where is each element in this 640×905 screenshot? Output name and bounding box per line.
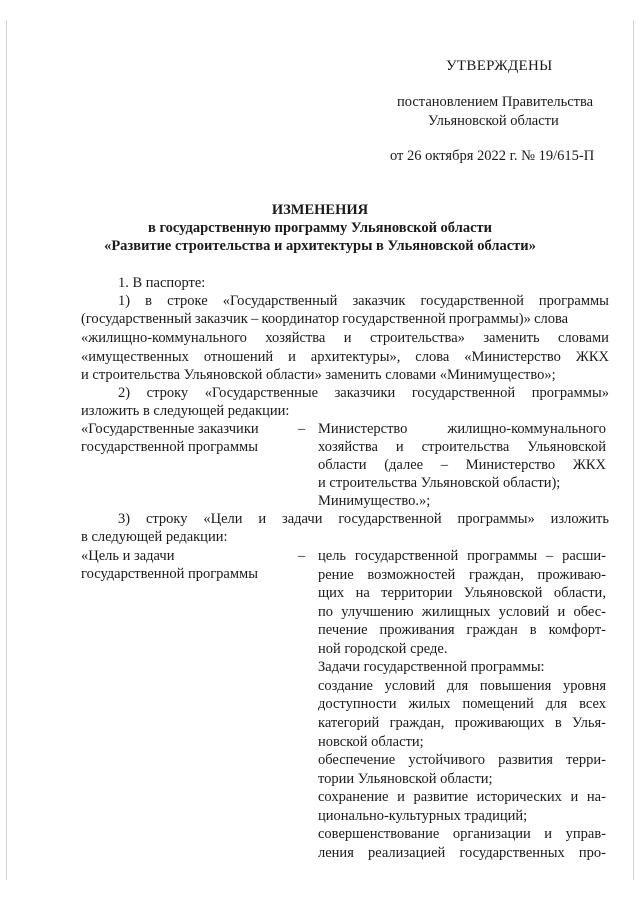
table2-right-line bbox=[318, 695, 606, 714]
word: – bbox=[440, 457, 449, 473]
table2-right-line bbox=[318, 677, 606, 696]
word: реализацией bbox=[368, 844, 446, 861]
table1-left-line-2: государственной программы bbox=[81, 439, 258, 455]
word: и bbox=[397, 789, 405, 806]
word: проживающих bbox=[454, 714, 545, 731]
word: улучшению bbox=[341, 603, 414, 620]
word: обес- bbox=[573, 603, 606, 620]
word: Министерство bbox=[318, 421, 408, 437]
word: на- bbox=[586, 789, 606, 806]
table1-dash: – bbox=[298, 421, 306, 437]
approval-line-2: Ульяновской области bbox=[428, 113, 559, 129]
table2-right-line bbox=[318, 825, 606, 844]
word: условий bbox=[384, 677, 436, 694]
word: устойчивого bbox=[408, 752, 486, 769]
word: «Государственные bbox=[204, 385, 319, 401]
word: всех bbox=[579, 696, 606, 713]
word: словами bbox=[557, 330, 609, 346]
word: обеспечение bbox=[318, 752, 396, 769]
word: управ- bbox=[565, 826, 606, 843]
table2-right-line bbox=[318, 566, 606, 585]
word: программы bbox=[467, 548, 538, 564]
para-3-line-2: изложить в следующей редакции: bbox=[81, 403, 290, 419]
word: «жилищно-коммунального bbox=[81, 330, 247, 346]
word: государственной bbox=[411, 385, 516, 401]
word: отношений bbox=[203, 349, 274, 365]
para-1: 1. В паспорте: bbox=[118, 275, 206, 291]
word: сохранение bbox=[318, 789, 389, 806]
word: Ульяновской bbox=[527, 439, 606, 455]
table1-right-line-1 bbox=[318, 420, 606, 439]
table2-right-line bbox=[318, 844, 606, 863]
table2-right-line bbox=[318, 584, 606, 603]
word: щих bbox=[318, 585, 345, 602]
word: задачи bbox=[282, 511, 323, 527]
word: заказчик bbox=[352, 293, 406, 309]
word: программы» bbox=[531, 385, 609, 401]
word: и bbox=[570, 789, 579, 806]
word: организации bbox=[452, 826, 531, 843]
word: хозяйства bbox=[318, 439, 378, 455]
para-3-line-1 bbox=[118, 384, 609, 403]
word: области bbox=[318, 457, 367, 473]
word: государственной bbox=[420, 293, 524, 309]
table1-right-line-5: Минимущество.»; bbox=[318, 493, 431, 509]
scan-edge-right bbox=[633, 20, 634, 880]
word: Министерство bbox=[465, 457, 556, 473]
para-2-line-3 bbox=[81, 329, 609, 348]
word: комфорт- bbox=[548, 622, 606, 639]
word: и bbox=[395, 439, 404, 455]
word: «имущественных bbox=[81, 349, 189, 365]
word: создание bbox=[318, 677, 373, 694]
para-2-line-4 bbox=[81, 348, 609, 367]
table2-right-line bbox=[318, 603, 606, 622]
word: жилищных bbox=[421, 603, 491, 620]
word: «Министерство bbox=[464, 349, 561, 365]
word: для bbox=[446, 677, 469, 694]
word: строку bbox=[146, 385, 189, 401]
table1-right-line-2 bbox=[318, 438, 606, 457]
word: строительства bbox=[421, 439, 510, 455]
word: (далее bbox=[384, 457, 424, 473]
table2-right-line bbox=[318, 621, 606, 640]
doc-subtitle-1: в государственную программу Ульяновской области bbox=[147, 220, 492, 236]
word: граждан bbox=[466, 622, 518, 639]
word: программы bbox=[538, 293, 609, 309]
word: государственной bbox=[354, 548, 459, 564]
word: ЖКХ bbox=[575, 349, 609, 365]
table2-right-line bbox=[318, 714, 606, 733]
word: 1) bbox=[118, 293, 131, 309]
approval-line-3: от 26 октября 2022 г. № 19/615-П bbox=[390, 148, 595, 164]
table2-right-line: ной городской среде. bbox=[318, 640, 448, 657]
word: слова bbox=[415, 349, 450, 365]
para-2-line-2: (государственный заказчик – координатор государственной программы)» слова bbox=[81, 311, 569, 327]
word: на bbox=[355, 585, 370, 602]
word: доступности bbox=[318, 696, 397, 713]
word: уровня bbox=[562, 677, 606, 694]
table2-left-line-1: «Цель и задачи bbox=[81, 548, 175, 564]
word: развитие bbox=[413, 789, 469, 806]
word: государственных bbox=[459, 844, 565, 861]
table2-right-line bbox=[318, 788, 606, 807]
word: территории bbox=[381, 585, 453, 602]
word: цель bbox=[318, 548, 347, 564]
word: условий bbox=[498, 603, 550, 620]
word: заказчики bbox=[334, 385, 396, 401]
table1-right-line-3 bbox=[318, 456, 606, 475]
word: «Государственный bbox=[222, 293, 338, 309]
word: Улья- bbox=[572, 714, 606, 731]
table1-right-line-4: и строительства Ульяновской области); bbox=[318, 475, 561, 491]
word: про- bbox=[578, 844, 606, 861]
scan-edge-left bbox=[6, 20, 7, 880]
word: совершенствование bbox=[318, 826, 440, 843]
word: строке bbox=[167, 293, 208, 309]
word: и bbox=[288, 349, 296, 365]
word: помещений bbox=[462, 696, 534, 713]
word: печение bbox=[318, 622, 368, 639]
word: граждан, bbox=[468, 566, 524, 583]
word: возможностей bbox=[367, 566, 456, 583]
approval-stamp: УТВЕРЖДЕНЫ bbox=[446, 58, 553, 74]
approval-line-1: постановлением Правительства bbox=[397, 94, 594, 110]
table2-right-line: Задачи государственной программы: bbox=[318, 659, 545, 676]
word: расши- bbox=[562, 548, 606, 564]
word: и bbox=[258, 511, 267, 527]
word: повышения bbox=[479, 677, 552, 694]
word: проживаю- bbox=[537, 566, 606, 583]
word: области, bbox=[553, 585, 606, 602]
word: 3) bbox=[118, 511, 131, 527]
word: проживания bbox=[379, 622, 455, 639]
word: жилых bbox=[408, 696, 451, 713]
word: ления bbox=[318, 844, 354, 861]
word: по bbox=[318, 603, 334, 620]
table2-dash: – bbox=[298, 548, 306, 564]
word: – bbox=[545, 548, 554, 564]
doc-title: ИЗМЕНЕНИЯ bbox=[271, 202, 369, 218]
word: терри- bbox=[566, 752, 606, 769]
word: граждан, bbox=[389, 714, 445, 731]
word: строку bbox=[145, 511, 188, 527]
word: государственной bbox=[338, 511, 442, 527]
word: ЖКХ bbox=[572, 457, 606, 473]
para-4-line-2: в следующей редакции: bbox=[81, 529, 228, 545]
para-2-line-5: и строительства Ульяновской области» заменить словами «Минимущество»; bbox=[81, 367, 556, 383]
word: хозяйства bbox=[265, 330, 326, 346]
word: и bbox=[544, 826, 553, 843]
word: развития bbox=[498, 752, 553, 769]
word: для bbox=[545, 696, 568, 713]
word: изложить bbox=[550, 511, 609, 527]
word: в bbox=[554, 714, 562, 731]
table2-right-line: новской области; bbox=[318, 733, 424, 750]
word: рение bbox=[318, 566, 354, 583]
table2-right-line bbox=[318, 547, 606, 566]
word: в bbox=[529, 622, 537, 639]
word: жилищно-коммунального bbox=[447, 421, 606, 437]
table2-left-line-2: государственной программы bbox=[81, 566, 258, 582]
word: в bbox=[145, 293, 153, 309]
word: архитектуры», bbox=[310, 349, 401, 365]
table2-right-line bbox=[318, 751, 606, 770]
word: категорий bbox=[318, 714, 380, 731]
word: и bbox=[557, 603, 566, 620]
word: строительства» bbox=[369, 330, 465, 346]
word: программы» bbox=[457, 511, 535, 527]
word: заменить bbox=[483, 330, 540, 346]
word: 2) bbox=[118, 385, 131, 401]
para-4-line-1 bbox=[118, 510, 609, 529]
doc-subtitle-2: «Развитие строительства и архитектуры в Ульяновской области» bbox=[104, 238, 536, 254]
table1-left-line-1: «Государственные заказчики bbox=[81, 421, 259, 437]
word: исторических bbox=[476, 789, 562, 806]
table2-right-line: ционально-культурных традиций; bbox=[318, 807, 528, 824]
word: Ульяновской bbox=[463, 585, 543, 602]
word: «Цели bbox=[203, 511, 243, 527]
word: и bbox=[343, 330, 352, 346]
para-2-line-1 bbox=[118, 292, 609, 311]
table2-right-line: тории Ульяновской области; bbox=[318, 770, 493, 787]
